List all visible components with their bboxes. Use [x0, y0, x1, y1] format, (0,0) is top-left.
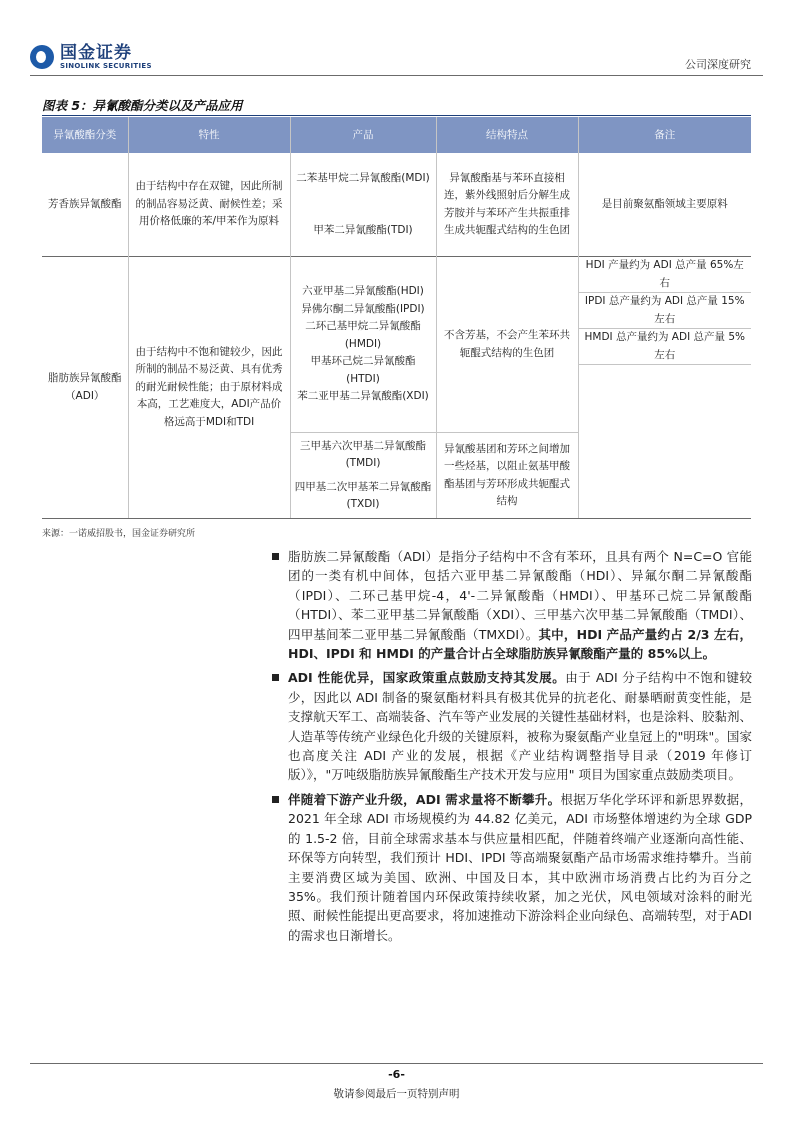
aliphatic-products-group-1 — [290, 257, 436, 433]
aliphatic-structure-1: 不含芳基，不会产生苯环共轭醌式结构的生色团 — [436, 257, 578, 433]
header-divider — [30, 75, 763, 76]
product-ipdi: 异佛尔酮二异氰酸酯(IPDI) — [301, 302, 425, 315]
isocyanate-classification-table — [42, 117, 751, 519]
paragraph-adi-performance: ADI 性能优异，国家政策重点鼓励支持其发展。由于 ADI 分子结构中不饱和键较少，因此以 ADI 制备的聚氨酯材料具有极其优异的抗老化、耐暴晒耐黄变性能，是支撑航天军工、高端装备、汽车等产业发展的关键性基础材料，也是涂料、胶黏剂、人造革等传统产业绿色化升级的关键原料，被称为聚氨酯产业皇冠上的"明珠"。国家也高度关注 ADI 产业的发展，根据《产业结构调整指导目录（2019 年修订版）》，"万吨级脂肪族异氰酸酯生产技术开发与应用" 项目为国家重点鼓励类项目。 — [272, 668, 752, 784]
logo-mark-icon — [30, 45, 54, 69]
aromatic-note: 是目前聚氨酯领域主要原料 — [578, 153, 751, 257]
aromatic-category: 芳香族异氰酸酯 — [48, 197, 122, 210]
column-header-note: 备注 — [578, 117, 751, 153]
aliphatic-category: 脂肪族异氰酸酯（ADI） — [42, 257, 128, 519]
column-header-feature: 特性 — [128, 117, 290, 153]
aliphatic-note-empty — [578, 365, 751, 519]
logo-english-name: SINOLINK SECURITIES — [60, 62, 152, 70]
aromatic-structure: 异氰酸酯基与苯环直接相连，紫外线照射后分解生成芳胺并与苯环产生共振重排生成共轭醌式结构的生色团 — [436, 153, 578, 257]
aromatic-feature: 由于结构中存在双键，因此所制的制品容易泛黄、耐候性差；采用价格低廉的苯/甲苯作为原料 — [128, 153, 290, 257]
paragraph-adi-demand: 伴随着下游产业升级，ADI 需求量将不断攀升。根据万华化学环评和新思界数据，2021 年全球 ADI 市场规模约为 44.82 亿美元，ADI 市场整体增速约为全球 GDP 的 1.5-2 倍，目前全球需求基本与供应量相匹配，伴随着终端产业逐渐向高性能、环保等方向转型，我们预计 HDI、IPDI 等高端聚氨酯产品市场需求维持攀升。当前主要消费区域为美国、欧洲、中国及日本，其中欧洲市场消费占比约为百分之 35%。我们预计随着国内环保政策持续收紧，加之光伏，风电领域对涂料的耐光照、耐候性能提出更高要求，将加速推动下游涂料企业向绿色、高端转型，对于ADI的需求也日渐增长。 — [272, 790, 752, 945]
aromatic-product-mdi: 二苯基甲烷二异氰酸酯(MDI) — [290, 153, 436, 205]
company-logo — [30, 44, 152, 70]
table-row — [42, 257, 751, 293]
product-txdi: 四甲基二次甲基苯二异氰酸酯(TXDI) — [294, 480, 432, 510]
aliphatic-feature: 由于结构中不饱和键较少，因此所制的制品不易泛黄、具有优秀的耐光耐候性能；由于原材料成本高，工艺难度大，ADI产品价格远高于MDI和TDI — [128, 257, 290, 519]
product-xdi: 苯二亚甲基二异氰酸酯(XDI) — [297, 390, 429, 403]
figure-title-rule — [42, 115, 751, 116]
product-hmdi: 二环己基甲烷二异氰酸酯(HMDI) — [305, 320, 421, 350]
footer-divider — [30, 1063, 763, 1064]
bullet-square-icon — [272, 674, 279, 681]
report-type: 公司深度研究 — [685, 58, 751, 71]
bullet-square-icon — [272, 553, 279, 560]
page-number: -6- — [388, 1068, 405, 1081]
note-hmdi-share: HMDI 总产量约为 ADI 总产量 5%左右 — [578, 329, 751, 365]
aromatic-product-tdi: 甲苯二异氰酸酯(TDI) — [290, 205, 436, 257]
figure-title: 图表 5：异氰酸酯分类以及产品应用 — [42, 98, 243, 113]
figure-source: 来源：一诺威招股书，国金证券研究所 — [42, 529, 196, 539]
note-hdi-share: HDI 产量约为 ADI 总产量 65%左右 — [578, 257, 751, 293]
bullet-square-icon — [272, 796, 279, 803]
product-htdi: 甲基环己烷二异氰酸酯(HTDI) — [310, 355, 416, 385]
aliphatic-products-group-2 — [290, 433, 436, 519]
note-ipdi-share: IPDI 总产量约为 ADI 总产量 15%左右 — [578, 293, 751, 329]
product-tmdi: 三甲基六次甲基二异氰酸酯(TMDI) — [300, 439, 426, 469]
column-header-product: 产品 — [290, 117, 436, 153]
paragraph-adi-definition: 脂肪族二异氰酸酯（ADI）是指分子结构中不含有苯环，且具有两个 N=C=O 官能团的一类有机中间体，包括六亚甲基二异氰酸酯（HDI）、异氟尔酮二异氰酸酯（IPDI）、二环己基甲烷-4，4'-二异氰酸酯（HMDI）、甲基环己烷二异氰酸酯（HTDI）、苯二亚甲基二异氰酸酯（XDI）、三甲基六次甲基二异氰酸酯（TMDI）、四甲基间苯二亚甲基二异氰酸酯（TMXDI）。其中，HDI 产品产量约占 2/3 左右，HDI、IPDI 和 HMDI 的产量合计占全球脂肪族异氰酸酯产量的 85%以上。 — [272, 547, 752, 663]
body-text — [272, 547, 752, 950]
product-hdi: 六亚甲基二异氰酸酯(HDI) — [302, 285, 424, 298]
aliphatic-structure-2: 异氰酸基团和芳环之间增加一些烃基，以阻止氨基甲酸酯基团与芳环形成共轭醌式结构 — [436, 433, 578, 519]
table-row — [42, 153, 751, 205]
column-header-structure: 结构特点 — [436, 117, 578, 153]
column-header-category: 异氰酸酯分类 — [42, 117, 128, 153]
logo-chinese-name: 国金证券 — [60, 43, 132, 63]
footer-disclaimer: 敬请参阅最后一页特别声明 — [333, 1088, 460, 1100]
table-header-row — [42, 117, 751, 153]
